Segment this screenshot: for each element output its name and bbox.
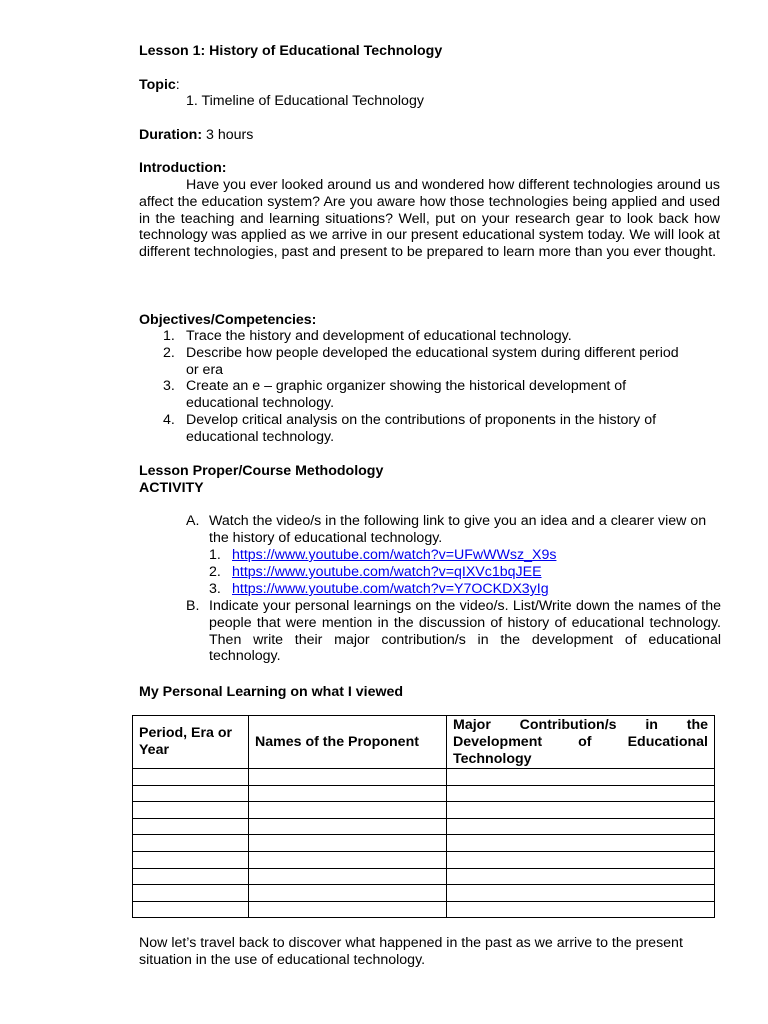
table-cell[interactable]: [249, 851, 447, 868]
table-row: [133, 885, 715, 902]
objectives-list: [139, 328, 720, 446]
table-row: [133, 835, 715, 852]
table-cell[interactable]: [447, 769, 715, 786]
activity-item-b-marker: B.: [186, 598, 200, 614]
topic-colon: :: [175, 77, 180, 93]
objective-item: [139, 378, 720, 412]
objective-item: [139, 345, 720, 379]
table-cell[interactable]: [133, 835, 249, 852]
table-header-row: [133, 716, 715, 769]
duration-label: Duration:: [139, 127, 203, 143]
activity-item-a-text: Watch the video/s in the following link to give you an idea and a clearer view on the history of educational technology.: [209, 513, 707, 546]
learning-table: [132, 715, 715, 918]
table-body: [133, 769, 715, 918]
link-marker: 1.: [209, 547, 221, 563]
table-cell[interactable]: [249, 835, 447, 852]
link-marker: 2.: [209, 564, 221, 580]
topic-label: Topic: [139, 77, 176, 93]
topic-item: 1. Timeline of Educational Technology: [186, 93, 424, 109]
duration-value: 3 hours: [202, 127, 254, 143]
table-cell[interactable]: [249, 802, 447, 819]
table-row: [133, 901, 715, 918]
youtube-link-1[interactable]: https://www.youtube.com/watch?v=UFwWWsz_X9s: [232, 547, 557, 563]
table-cell[interactable]: [447, 818, 715, 835]
table-cell[interactable]: [133, 818, 249, 835]
objective-marker: 2.: [163, 344, 175, 361]
column-header-proponent: Names of the Proponent: [249, 716, 447, 769]
link-marker: 3.: [209, 581, 221, 597]
table-cell[interactable]: [447, 835, 715, 852]
closing-paragraph: Now let’s travel back to discover what happened in the past as we arrive to the present situation in the use of educational technology.: [139, 935, 683, 968]
table-cell[interactable]: [249, 769, 447, 786]
objective-text: Describe how people developed the educational system during different period or era: [186, 344, 679, 378]
activity-item-b-text: Indicate your personal learnings on the video/s. List/Write down the names of the people that were mention in the discussion of history of educational technology. Then write their major contribution/s in the development of educational technology.: [209, 598, 721, 665]
table-cell[interactable]: [133, 802, 249, 819]
table-cell[interactable]: [133, 769, 249, 786]
objective-marker: 3.: [163, 378, 175, 395]
column-header-period: Period, Era or Year: [133, 716, 249, 769]
objective-item: [139, 412, 720, 446]
table-cell[interactable]: [447, 785, 715, 802]
table-cell[interactable]: [447, 901, 715, 918]
table-row: [133, 818, 715, 835]
objective-marker: 1.: [163, 328, 175, 344]
table-cell[interactable]: [249, 901, 447, 918]
introduction-heading: Introduction:: [139, 160, 227, 176]
topic-line: [139, 77, 180, 94]
table-cell[interactable]: [447, 851, 715, 868]
table-cell[interactable]: [447, 802, 715, 819]
duration-line: [139, 127, 253, 144]
column-header-contribution: Major Contribution/s in the Development of Educational Technology: [447, 716, 715, 769]
table-cell[interactable]: [249, 785, 447, 802]
table-row: [133, 851, 715, 868]
lesson-title: Lesson 1: History of Educational Technology: [139, 43, 443, 59]
table-cell[interactable]: [249, 885, 447, 902]
table-row: [133, 868, 715, 885]
table-row: [133, 785, 715, 802]
objectives-heading: Objectives/Competencies:: [139, 312, 317, 328]
learning-table-heading: My Personal Learning on what I viewed: [139, 684, 404, 700]
table-cell[interactable]: [133, 885, 249, 902]
youtube-link-3[interactable]: https://www.youtube.com/watch?v=Y7OCKDX3yIg: [232, 581, 549, 597]
activity-label: ACTIVITY: [139, 480, 204, 496]
introduction-body: Have you ever looked around us and wondered how different technologies around us affect the education system? Are you aware how those technologies being applied and used in the teaching and learning situations? Well, put on your research gear to look back how technology was applied as we arrive in our present educational system today. We will look at different technologies, past and present to be prepared to learn more than you ever thought.: [139, 177, 720, 261]
objective-marker: 4.: [163, 411, 175, 428]
table-cell[interactable]: [447, 868, 715, 885]
methodology-heading: Lesson Proper/Course Methodology: [139, 463, 384, 479]
activity-item-a-marker: A.: [186, 513, 200, 529]
objective-item: [139, 328, 720, 345]
objective-text: Create an e – graphic organizer showing the historical development of educational technology.: [186, 378, 627, 412]
table-cell[interactable]: [133, 851, 249, 868]
table-cell[interactable]: [447, 885, 715, 902]
table-row: [133, 802, 715, 819]
table-cell[interactable]: [133, 901, 249, 918]
objective-text: Develop critical analysis on the contributions of proponents in the history of educational technology.: [186, 411, 657, 445]
table-cell[interactable]: [133, 785, 249, 802]
youtube-link-2[interactable]: https://www.youtube.com/watch?v=qIXVc1bqJEE: [232, 564, 542, 580]
table-cell[interactable]: [249, 818, 447, 835]
objective-text: Trace the history and development of educational technology.: [186, 328, 572, 344]
table-cell[interactable]: [133, 868, 249, 885]
table-row: [133, 769, 715, 786]
table-cell[interactable]: [249, 868, 447, 885]
